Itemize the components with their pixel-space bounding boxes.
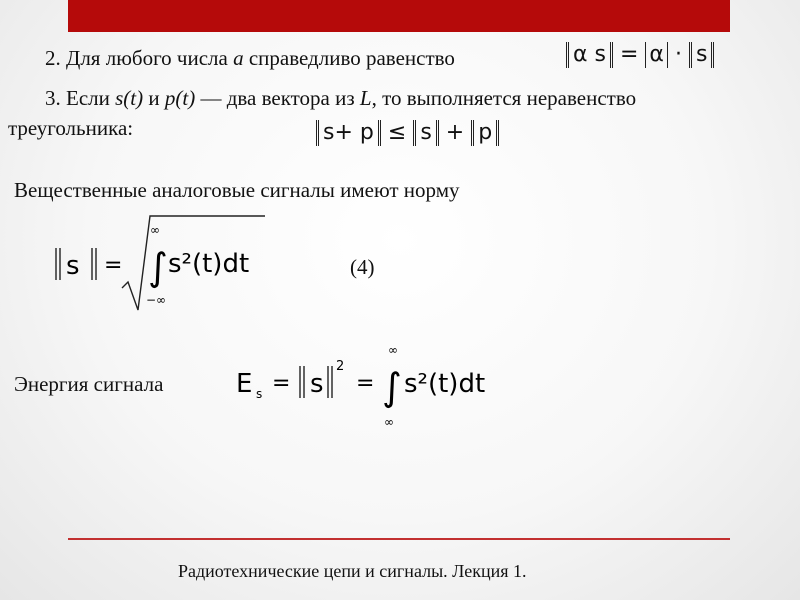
energy-label: Энергия сигнала [14,372,164,396]
item-3-text-line2: треугольника: [8,116,134,140]
norm-s: s [310,369,324,399]
equation-number: (4) [350,255,375,279]
footer-text: Радиотехнические цепи и сигналы. Лекция 1. [178,561,527,581]
title-bar [68,0,730,32]
integrand: s²(t)dt [168,249,250,279]
formula-norm-integral [50,210,300,320]
norm-s: s [66,251,80,281]
integral-sign: ∫ [382,365,402,409]
analog-norm-text: Вещественные аналоговые сигналы имеют норму [14,178,460,202]
lower-limit: ∞ [384,415,394,429]
eq-sign: = [272,371,291,396]
formula-triangle-inequality: s+ p ≤ s + p [316,120,499,146]
lower-limit: −∞ [146,293,167,307]
square-exponent: 2 [336,359,345,374]
eq-sign: = [356,371,375,396]
formula-norm-scaling: α s = α · s [566,42,714,68]
formula-energy [232,336,522,436]
integrand: s²(t)dt [404,369,486,399]
item-2-text: 2. Для любого числа a справедливо равенство [45,46,455,70]
eq-sign: = [104,253,123,278]
footer-divider [68,538,730,540]
integral-sign: ∫ [148,245,168,289]
energy-subscript: s [256,387,263,401]
energy-E: E [236,369,253,399]
upper-limit: ∞ [150,223,160,237]
item-3-text: 3. Если s(t) и p(t) — два вектора из L, то выполняется неравенство [45,86,637,110]
upper-limit: ∞ [388,343,398,357]
